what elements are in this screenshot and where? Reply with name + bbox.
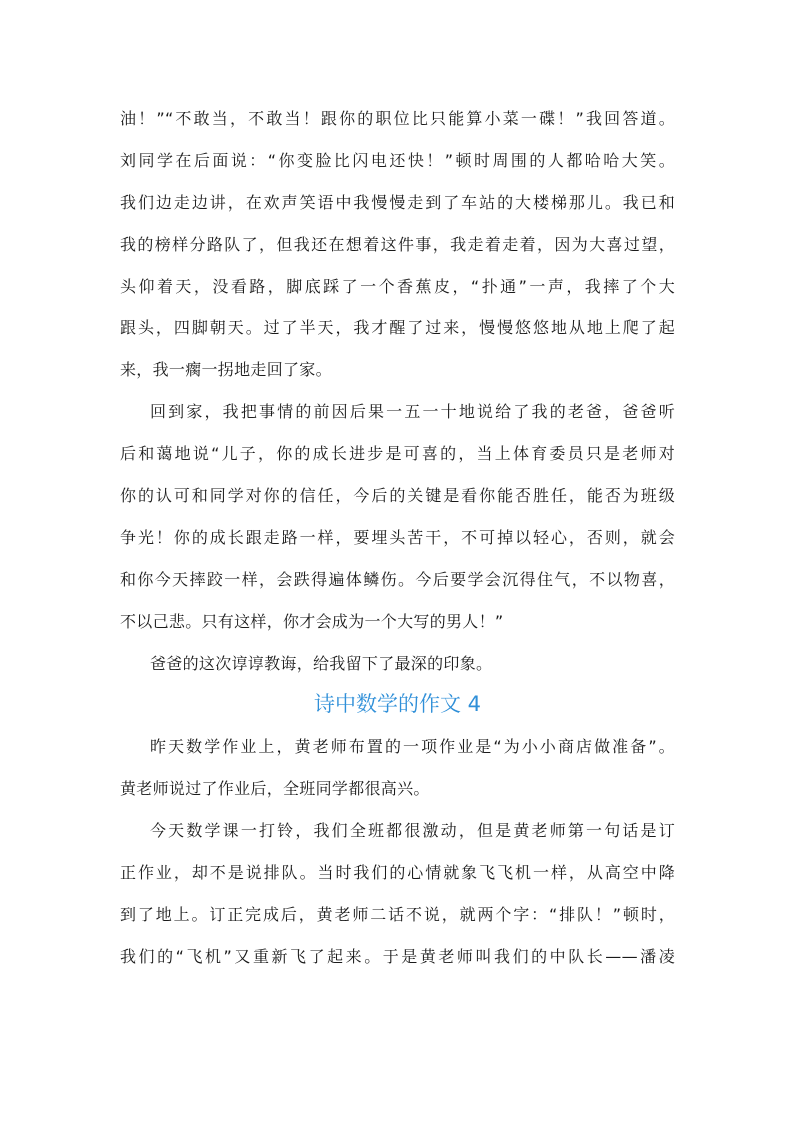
text-line: 正作业，却不是说排队。当时我们的心情就象飞飞机一样，从高空中降 <box>120 863 675 883</box>
text-line: 你的认可和同学对你的信任，今后的关键是看你能否胜任，能否为班级 <box>120 486 675 506</box>
text-line: 来，我一瘸一拐地走回了家。 <box>120 360 332 380</box>
text-line: 油！”“不敢当，不敢当！跟你的职位比只能算小菜一碟！”我回答道。 <box>120 109 675 128</box>
paragraph <box>120 810 675 978</box>
text-line: 我的榜样分路队了，但我还在想着这件事，我走着走着，因为大喜过望， <box>120 234 675 254</box>
text-line: 回到家，我把事情的前因后果一五一十地说给了我的老爸，爸爸听 <box>150 402 675 422</box>
text-line: 黄老师说过了作业后，全班同学都很高兴。 <box>120 779 430 799</box>
text-line: 刘同学在后面说：“你变脸比闪电还快！”顿时周围的人都哈哈大笑。 <box>120 150 675 170</box>
paragraph <box>120 98 675 391</box>
paragraph <box>120 391 675 642</box>
text-line: 今天数学课一打铃，我们全班都很激动，但是黄老师第一句话是订 <box>150 821 675 841</box>
document-body <box>120 98 675 978</box>
text-line: 和你今天摔跤一样，会跌得遍体鳞伤。今后要学会沉得住气，不以物喜， <box>120 569 675 589</box>
text-line: 爸爸的这次谆谆教诲，给我留下了最深的印象。 <box>150 653 493 673</box>
text-line: 我们的“飞机”又重新飞了起来。于是黄老师叫我们的中队长——潘凌 <box>120 946 675 966</box>
text-line: 到了地上。订正完成后，黄老师二话不说，就两个字：“排队！”顿时， <box>120 904 675 924</box>
text-line: 我们边走边讲，在欢声笑语中我慢慢走到了车站的大楼梯那儿。我已和 <box>120 192 675 212</box>
text-line: 跟头，四脚朝天。过了半天，我才醒了过来，慢慢悠悠地从地上爬了起 <box>120 318 675 338</box>
text-line: 后和蔼地说“儿子，你的成长进步是可喜的，当上体育委员只是老师对 <box>120 444 675 464</box>
text-line: 昨天数学作业上，黄老师布置的一项作业是“为小小商店做准备”。 <box>150 737 675 757</box>
text-line: 不以己悲。只有这样，你才会成为一个大写的男人！” <box>120 611 504 631</box>
paragraph <box>120 643 675 685</box>
paragraph <box>120 726 675 810</box>
text-line: 争光！你的成长跟走路一样，要埋头苦干，不可掉以轻心，否则，就会 <box>120 527 675 547</box>
section-heading: 诗中数学的作文 4 <box>313 692 482 717</box>
text-line: 头仰着天，没看路，脚底踩了一个香蕉皮，“扑通”一声，我摔了个大 <box>120 276 675 296</box>
